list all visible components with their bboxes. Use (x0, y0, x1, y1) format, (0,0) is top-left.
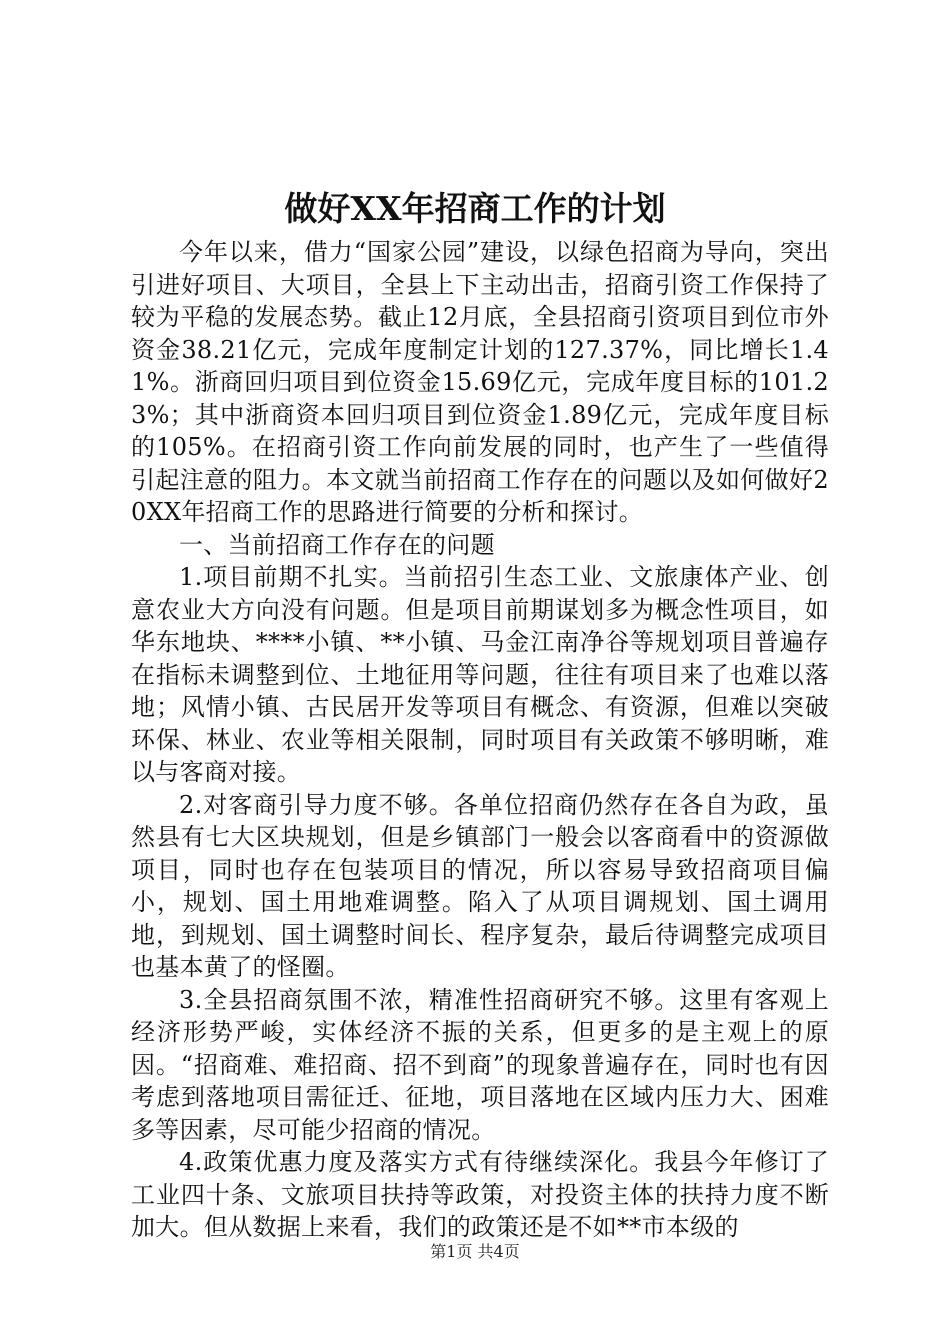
paragraph-problem-4: 4.政策优惠力度及落实方式有待继续深化。我县今年修订了工业四十条、文旅项目扶持等政策，对投资主体的扶持力度不断加大。但从数据上来看，我们的政策还是不如**市本级的 (131, 1148, 829, 1241)
paragraph-problem-3: 3.全县招商氛围不浓，精准性招商研究不够。这里有客观上经济形势严峻，实体经济不振的关系，但更多的是主观上的原因。“招商难、难招商、招不到商”的现象普遍存在，同时也有因考虑到落地项目需征迁、征地，项目落地在区域内压力大、困难多等因素，尽可能少招商的情况。 (131, 985, 829, 1144)
paragraph-problem-2: 2.对客商引导力度不够。各单位招商仍然存在各自为政，虽然县有七大区块规划，但是乡镇部门一般会以客商看中的资源做项目，同时也存在包装项目的情况，所以容易导致招商项目偏小，规划、国土用地难调整。陷入了从项目调规划、国土调用地，到规划、国土调整时间长、程序复杂，最后待调整完成项目也基本黄了的怪圈。 (131, 790, 829, 981)
document-title: 做好XX年招商工作的计划 (284, 189, 666, 228)
paragraph-intro: 今年以来，借力“国家公园”建设，以绿色招商为导向，突出引进好项目、大项目，全县上下主动出击，招商引资工作保持了较为平稳的发展态势。截止12月底，全县招商引资项目到位市外资金38.21亿元，完成年度制定计划的127.37%，同比增长1.41%。浙商回归项目到位资金15.69亿元，完成年度目标的101.23%；其中浙商资本回归项目到位资金1.89亿元，完成年度目标的105%。在招商引资工作向前发展的同时，也产生了一些值得引起注意的阻力。本文就当前招商工作存在的问题以及如何做好20XX年招商工作的思路进行简要的分析和探讨。 (131, 238, 829, 526)
paragraph-problem-1: 1.项目前期不扎实。当前招引生态工业、文旅康体产业、创意农业大方向没有问题。但是项目前期谋划多为概念性项目，如华东地块、****小镇、**小镇、马金江南净谷等规划项目普遍存在指标未调整到位、土地征用等问题，往往有项目来了也难以落地；风情小镇、古民居开发等项目有概念、有资源，但难以突破环保、林业、农业等相关限制，同时项目有关政策不够明晰，难以与客商对接。 (131, 563, 829, 786)
page-footer: 第1页 共4页 (430, 1242, 520, 1261)
section-heading-problems: 一、当前招商工作存在的问题 (179, 530, 495, 559)
document-body (131, 236, 829, 1244)
